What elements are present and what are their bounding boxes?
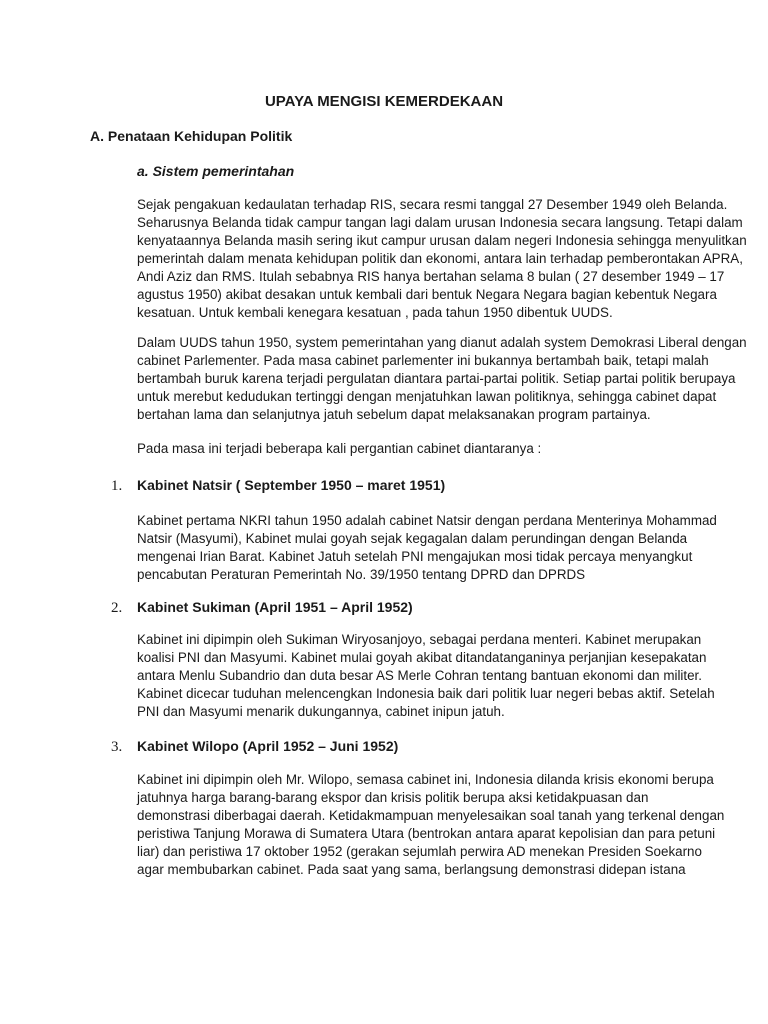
text-line: Sejak pengakuan kedaulatan terhadap RIS, secara resmi tanggal 27 Desember 1949 oleh Belanda. [137, 197, 728, 212]
text-line: cabinet Parlementer. Pada masa cabinet parlementer ini bukannya bertambah baik, tetapi malah [137, 353, 709, 368]
text-line: Kabinet dicecar tuduhan melencengkan Indonesia baik dari politik luar negeri bebas aktif. Setelah [137, 686, 715, 701]
text-line: kenyataannya Belanda masih sering ikut campur urusan dalam negeri Indonesia sehingga menyulitkan [137, 233, 747, 248]
cabinet-heading: Kabinet Natsir ( September 1950 – maret 1951) [137, 477, 446, 493]
text-line: Seharusnya Belanda tidak campur tangan lagi dalam urusan Indonesia secara langsung. Tetapi dalam [137, 215, 743, 230]
section-heading: A. Penataan Kehidupan Politik [90, 128, 293, 144]
text-line: Dalam UUDS tahun 1950, system pemerintahan yang dianut adalah system Demokrasi Liberal dengan [137, 335, 747, 350]
text-line: agustus 1950) akibat desakan untuk kembali dari bentuk Negara Negara bagian kebentuk Negara [137, 287, 717, 302]
text-line: koalisi PNI dan Masyumi. Kabinet mulai goyah akibat ditandatanganinya perjanjian kesepakatan [137, 650, 707, 665]
text-line: peristiwa Tanjung Morawa di Sumatera Utara (bentrokan antara aparat kepolisian dan para petuni [137, 826, 716, 841]
text-line: Kabinet ini dipimpin oleh Mr. Wilopo, semasa cabinet ini, Indonesia dilanda krisis ekonomi berupa [137, 772, 714, 787]
list-item-heading [111, 476, 445, 495]
list-number: 3. [111, 739, 123, 755]
list-number: 1. [111, 478, 123, 494]
paragraph-cabinets-intro [137, 440, 682, 458]
text-line: mengenai Irian Barat. Kabinet Jatuh setelah PNI mengajukan mosi tidak percaya menyangkut [137, 549, 693, 564]
text-line: PNI dan Masyumi menarik dukungannya, cabinet inipun jatuh. [137, 704, 505, 719]
text-line: jatuhnya harga barang-barang ekspor dan krisis politik berupa aksi ketidakpuasan dan [137, 790, 649, 805]
text-line: liar) dan peristiwa 17 oktober 1952 (gerakan sejumlah perwira AD menekan Presiden Soekarno [137, 844, 702, 859]
text-line: kesatuan. Untuk kembali kenegara kesatuan , pada tahun 1950 dibentuk UUDS. [137, 305, 613, 320]
cabinet-heading: Kabinet Sukiman (April 1951 – April 1952) [137, 599, 413, 615]
text-line: Kabinet pertama NKRI tahun 1950 adalah cabinet Natsir dengan perdana Menterinya Mohammad [137, 513, 717, 528]
text-line: antara Menlu Subandrio dan duta besar AS Merle Cohran tentang bantuan ekonomi dan militer. [137, 668, 703, 683]
list-item-heading [111, 737, 398, 756]
text-line: demonstrasi diberbagai daerah. Ketidakmampuan menyelesaikan soal tanah yang terkenal dengan [137, 808, 725, 823]
text-line: bertahan lama dan selanjutnya jatuh sebelum dapat melaksanakan program partainya. [137, 407, 651, 422]
text-line: Pada masa ini terjadi beberapa kali pergantian cabinet diantaranya : [137, 441, 542, 456]
list-number: 2. [111, 600, 123, 616]
paragraph-natsir [137, 512, 717, 584]
text-line: Kabinet ini dipimpin oleh Sukiman Wiryosanjoyo, sebagai perdana menteri. Kabinet merupakan [137, 632, 702, 647]
paragraph-sukiman [137, 631, 715, 721]
text-line: pencabutan Peraturan Pemerintah No. 39/1950 tentang DPRD dan DPRDS [137, 567, 586, 582]
paragraph-wilopo [137, 771, 725, 879]
cabinet-heading: Kabinet Wilopo (April 1952 – Juni 1952) [137, 738, 399, 754]
paragraph-uuds [137, 334, 747, 424]
subsection-heading: a. Sistem pemerintahan [137, 163, 295, 179]
text-line: pemerintah dalam menata kehidupan politik dan ekonomi, antara lain terhadap pemberontakan APRA, [137, 251, 743, 266]
text-line: agar membubarkan cabinet. Pada saat yang sama, berlangsung demonstrasi didepan istana [137, 862, 686, 877]
text-line: Andi Aziz dan RMS. Itulah sebabnya RIS hanya bertahan selama 8 bulan ( 27 desember 1949 – 17 [137, 269, 725, 284]
text-line: untuk merebut kedudukan tertinggi dengan menjatuhkan lawan politiknya, sehingga cabinet dapat [137, 389, 717, 404]
text-line: Natsir (Masyumi), Kabinet mulai goyah sejak kegagalan dalam perundingan dengan Belanda [137, 531, 688, 546]
list-item-heading [111, 598, 413, 617]
text-line: bertambah buruk karena terjadi pergulatan diantara partai-partai politik. Setiap partai politik berupaya [137, 371, 736, 386]
page-title: UPAYA MENGISI KEMERDEKAAN [264, 93, 504, 110]
paragraph-ris [137, 196, 747, 322]
